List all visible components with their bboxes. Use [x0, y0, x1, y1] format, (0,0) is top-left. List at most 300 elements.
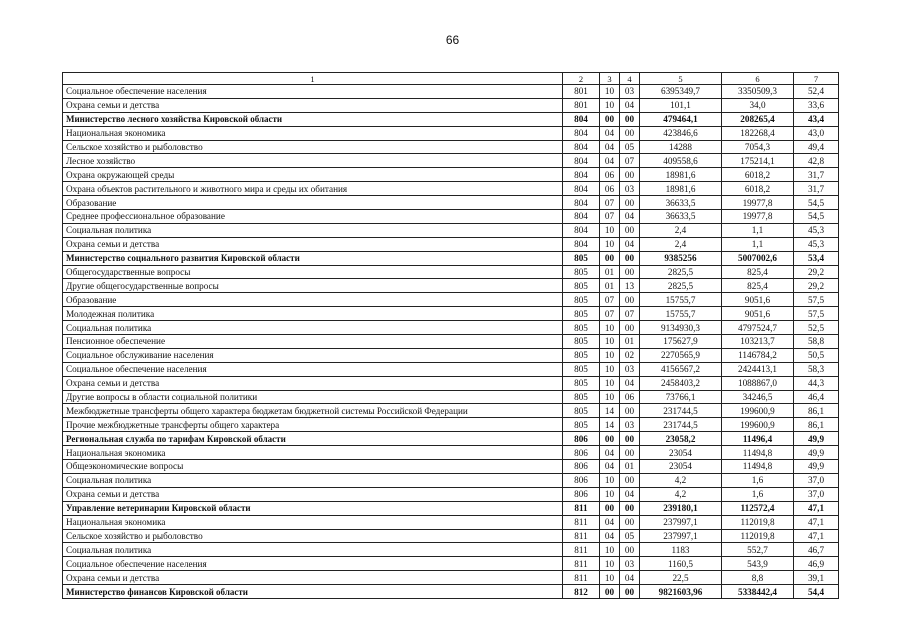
percent-cell: 58,8 — [794, 335, 839, 349]
table-row — [63, 418, 839, 432]
table-row — [63, 321, 839, 335]
department-code-cell: 801 — [563, 98, 600, 112]
row-name-cell: Молодежная политика — [63, 307, 563, 321]
plan-amount-cell: 18981,6 — [640, 168, 722, 182]
actual-amount-cell: 11496,4 — [722, 432, 794, 446]
actual-amount-cell: 6018,2 — [722, 182, 794, 196]
department-code-cell: 805 — [563, 307, 600, 321]
department-code-cell: 804 — [563, 223, 600, 237]
section-code-cell: 10 — [600, 473, 620, 487]
section-code-cell: 07 — [600, 293, 620, 307]
row-name-cell: Охрана семьи и детства — [63, 487, 563, 501]
percent-cell: 54,5 — [794, 210, 839, 224]
subsection-code-cell: 04 — [620, 571, 640, 585]
subsection-code-cell: 03 — [620, 557, 640, 571]
table-row — [63, 85, 839, 99]
table-row — [63, 529, 839, 543]
department-code-cell: 806 — [563, 473, 600, 487]
table-row — [63, 390, 839, 404]
department-code-cell: 804 — [563, 154, 600, 168]
section-code-cell: 04 — [600, 529, 620, 543]
budget-table — [62, 72, 839, 599]
percent-cell: 43,0 — [794, 126, 839, 140]
section-code-cell: 10 — [600, 237, 620, 251]
table-row — [63, 126, 839, 140]
actual-amount-cell: 112019,8 — [722, 515, 794, 529]
section-code-cell: 07 — [600, 307, 620, 321]
subsection-code-cell: 13 — [620, 279, 640, 293]
row-name-cell: Другие общегосударственные вопросы — [63, 279, 563, 293]
department-code-cell: 806 — [563, 446, 600, 460]
actual-amount-cell: 1088867,0 — [722, 376, 794, 390]
subsection-code-cell: 00 — [620, 196, 640, 210]
actual-amount-cell: 543,9 — [722, 557, 794, 571]
plan-amount-cell: 423846,6 — [640, 126, 722, 140]
percent-cell: 49,4 — [794, 140, 839, 154]
department-code-cell: 804 — [563, 112, 600, 126]
table-row — [63, 515, 839, 529]
subsection-code-cell: 00 — [620, 432, 640, 446]
plan-amount-cell: 9385256 — [640, 251, 722, 265]
plan-amount-cell: 101,1 — [640, 98, 722, 112]
department-code-cell: 811 — [563, 515, 600, 529]
department-code-cell: 801 — [563, 85, 600, 99]
plan-amount-cell: 409558,6 — [640, 154, 722, 168]
row-name-cell: Среднее профессиональное образование — [63, 210, 563, 224]
subsection-code-cell: 00 — [620, 321, 640, 335]
row-name-cell: Национальная экономика — [63, 126, 563, 140]
table-row — [63, 307, 839, 321]
percent-cell: 86,1 — [794, 418, 839, 432]
subsection-code-cell: 04 — [620, 98, 640, 112]
subsection-code-cell: 00 — [620, 251, 640, 265]
section-code-cell: 06 — [600, 182, 620, 196]
subsection-code-cell: 05 — [620, 529, 640, 543]
table-row — [63, 446, 839, 460]
plan-amount-cell: 22,5 — [640, 571, 722, 585]
section-code-cell: 00 — [600, 585, 620, 599]
department-code-cell: 811 — [563, 501, 600, 515]
table-row — [63, 182, 839, 196]
percent-cell: 46,4 — [794, 390, 839, 404]
actual-amount-cell: 2424413,1 — [722, 362, 794, 376]
percent-cell: 86,1 — [794, 404, 839, 418]
row-name-cell: Охрана объектов растительного и животного мира и среды их обитания — [63, 182, 563, 196]
table-row — [63, 348, 839, 362]
percent-cell: 31,7 — [794, 182, 839, 196]
percent-cell: 54,4 — [794, 585, 839, 599]
table-row — [63, 501, 839, 515]
actual-amount-cell: 182268,4 — [722, 126, 794, 140]
percent-cell: 46,9 — [794, 557, 839, 571]
plan-amount-cell: 15755,7 — [640, 307, 722, 321]
table-row — [63, 223, 839, 237]
table-row — [63, 140, 839, 154]
percent-cell: 57,5 — [794, 307, 839, 321]
row-name-cell: Охрана семьи и детства — [63, 571, 563, 585]
percent-cell: 43,4 — [794, 112, 839, 126]
actual-amount-cell: 1,6 — [722, 473, 794, 487]
department-code-cell: 805 — [563, 293, 600, 307]
section-code-cell: 14 — [600, 418, 620, 432]
actual-amount-cell: 4797524,7 — [722, 321, 794, 335]
percent-cell: 45,3 — [794, 237, 839, 251]
subsection-code-cell: 04 — [620, 376, 640, 390]
plan-amount-cell: 2,4 — [640, 223, 722, 237]
table-row — [63, 460, 839, 474]
department-code-cell: 805 — [563, 251, 600, 265]
table-row — [63, 112, 839, 126]
table-row — [63, 473, 839, 487]
section-code-cell: 10 — [600, 321, 620, 335]
subsection-code-cell: 00 — [620, 543, 640, 557]
table-row — [63, 335, 839, 349]
section-code-cell: 10 — [600, 487, 620, 501]
section-code-cell: 04 — [600, 515, 620, 529]
percent-cell: 47,1 — [794, 515, 839, 529]
department-code-cell: 806 — [563, 487, 600, 501]
percent-cell: 49,9 — [794, 432, 839, 446]
plan-amount-cell: 15755,7 — [640, 293, 722, 307]
header-cell: 3 — [600, 73, 620, 85]
header-cell: 7 — [794, 73, 839, 85]
plan-amount-cell: 237997,1 — [640, 515, 722, 529]
subsection-code-cell: 00 — [620, 168, 640, 182]
department-code-cell: 805 — [563, 321, 600, 335]
table-row — [63, 196, 839, 210]
subsection-code-cell: 00 — [620, 265, 640, 279]
subsection-code-cell: 03 — [620, 418, 640, 432]
section-code-cell: 07 — [600, 210, 620, 224]
section-code-cell: 10 — [600, 223, 620, 237]
plan-amount-cell: 9134930,3 — [640, 321, 722, 335]
department-code-cell: 805 — [563, 390, 600, 404]
row-name-cell: Сельское хозяйство и рыболовство — [63, 140, 563, 154]
header-cell: 1 — [63, 73, 563, 85]
row-name-cell: Национальная экономика — [63, 515, 563, 529]
subsection-code-cell: 04 — [620, 237, 640, 251]
actual-amount-cell: 199600,9 — [722, 418, 794, 432]
department-code-cell: 805 — [563, 404, 600, 418]
plan-amount-cell: 237997,1 — [640, 529, 722, 543]
subsection-code-cell: 00 — [620, 585, 640, 599]
actual-amount-cell: 7054,3 — [722, 140, 794, 154]
percent-cell: 50,5 — [794, 348, 839, 362]
actual-amount-cell: 199600,9 — [722, 404, 794, 418]
budget-table-body — [63, 73, 839, 599]
plan-amount-cell: 18981,6 — [640, 182, 722, 196]
department-code-cell: 811 — [563, 557, 600, 571]
actual-amount-cell: 1146784,2 — [722, 348, 794, 362]
department-code-cell: 805 — [563, 279, 600, 293]
table-row — [63, 210, 839, 224]
subsection-code-cell: 00 — [620, 446, 640, 460]
actual-amount-cell: 175214,1 — [722, 154, 794, 168]
row-name-cell: Образование — [63, 293, 563, 307]
row-name-cell: Министерство финансов Кировской области — [63, 585, 563, 599]
percent-cell: 42,8 — [794, 154, 839, 168]
subsection-code-cell: 00 — [620, 404, 640, 418]
plan-amount-cell: 23054 — [640, 460, 722, 474]
actual-amount-cell: 112572,4 — [722, 501, 794, 515]
subsection-code-cell: 00 — [620, 223, 640, 237]
subsection-code-cell: 04 — [620, 210, 640, 224]
subsection-code-cell: 00 — [620, 473, 640, 487]
subsection-code-cell: 00 — [620, 112, 640, 126]
row-name-cell: Социальное обеспечение населения — [63, 85, 563, 99]
plan-amount-cell: 36633,5 — [640, 210, 722, 224]
subsection-code-cell: 07 — [620, 154, 640, 168]
row-name-cell: Социальное обеспечение населения — [63, 557, 563, 571]
table-row — [63, 168, 839, 182]
row-name-cell: Охрана семьи и детства — [63, 376, 563, 390]
plan-amount-cell: 2,4 — [640, 237, 722, 251]
section-code-cell: 01 — [600, 279, 620, 293]
row-name-cell: Охрана семьи и детства — [63, 237, 563, 251]
department-code-cell: 805 — [563, 335, 600, 349]
section-code-cell: 10 — [600, 543, 620, 557]
actual-amount-cell: 552,7 — [722, 543, 794, 557]
percent-cell: 31,7 — [794, 168, 839, 182]
table-row — [63, 98, 839, 112]
actual-amount-cell: 11494,8 — [722, 446, 794, 460]
section-code-cell: 10 — [600, 98, 620, 112]
subsection-code-cell: 00 — [620, 515, 640, 529]
actual-amount-cell: 1,6 — [722, 487, 794, 501]
actual-amount-cell: 34,0 — [722, 98, 794, 112]
table-row — [63, 362, 839, 376]
section-code-cell: 04 — [600, 446, 620, 460]
subsection-code-cell: 02 — [620, 348, 640, 362]
section-code-cell: 10 — [600, 85, 620, 99]
percent-cell: 46,7 — [794, 543, 839, 557]
actual-amount-cell: 5007002,6 — [722, 251, 794, 265]
plan-amount-cell: 2458403,2 — [640, 376, 722, 390]
section-code-cell: 04 — [600, 154, 620, 168]
department-code-cell: 805 — [563, 362, 600, 376]
percent-cell: 44,3 — [794, 376, 839, 390]
plan-amount-cell: 2270565,9 — [640, 348, 722, 362]
table-row — [63, 154, 839, 168]
department-code-cell: 804 — [563, 210, 600, 224]
section-code-cell: 10 — [600, 362, 620, 376]
table-row — [63, 279, 839, 293]
actual-amount-cell: 8,8 — [722, 571, 794, 585]
actual-amount-cell: 9051,6 — [722, 307, 794, 321]
section-code-cell: 00 — [600, 432, 620, 446]
plan-amount-cell: 6395349,7 — [640, 85, 722, 99]
actual-amount-cell: 19977,8 — [722, 210, 794, 224]
row-name-cell: Лесное хозяйство — [63, 154, 563, 168]
department-code-cell: 805 — [563, 376, 600, 390]
percent-cell: 58,3 — [794, 362, 839, 376]
page-number: 66 — [445, 33, 460, 47]
row-name-cell: Прочие межбюджетные трансферты общего характера — [63, 418, 563, 432]
plan-amount-cell: 231744,5 — [640, 404, 722, 418]
row-name-cell: Другие вопросы в области социальной политики — [63, 390, 563, 404]
department-code-cell: 804 — [563, 196, 600, 210]
subsection-code-cell: 04 — [620, 487, 640, 501]
subsection-code-cell: 03 — [620, 85, 640, 99]
section-code-cell: 04 — [600, 460, 620, 474]
section-code-cell: 14 — [600, 404, 620, 418]
department-code-cell: 812 — [563, 585, 600, 599]
percent-cell: 52,4 — [794, 85, 839, 99]
department-code-cell: 804 — [563, 126, 600, 140]
actual-amount-cell: 5338442,4 — [722, 585, 794, 599]
section-code-cell: 10 — [600, 571, 620, 585]
plan-amount-cell: 1183 — [640, 543, 722, 557]
plan-amount-cell: 9821603,96 — [640, 585, 722, 599]
header-cell: 6 — [722, 73, 794, 85]
section-code-cell: 04 — [600, 140, 620, 154]
row-name-cell: Национальная экономика — [63, 446, 563, 460]
section-code-cell: 04 — [600, 126, 620, 140]
table-row — [63, 404, 839, 418]
actual-amount-cell: 11494,8 — [722, 460, 794, 474]
actual-amount-cell: 6018,2 — [722, 168, 794, 182]
row-name-cell: Общеэкономические вопросы — [63, 460, 563, 474]
table-row — [63, 571, 839, 585]
actual-amount-cell: 9051,6 — [722, 293, 794, 307]
subsection-code-cell: 00 — [620, 293, 640, 307]
department-code-cell: 805 — [563, 348, 600, 362]
row-name-cell: Социальная политика — [63, 223, 563, 237]
actual-amount-cell: 208265,4 — [722, 112, 794, 126]
actual-amount-cell: 112019,8 — [722, 529, 794, 543]
header-cell: 5 — [640, 73, 722, 85]
percent-cell: 54,5 — [794, 196, 839, 210]
percent-cell: 29,2 — [794, 279, 839, 293]
table-row — [63, 543, 839, 557]
row-name-cell: Охрана окружающей среды — [63, 168, 563, 182]
row-name-cell: Министерство социального развития Кировской области — [63, 251, 563, 265]
percent-cell: 49,9 — [794, 460, 839, 474]
row-name-cell: Социальная политика — [63, 321, 563, 335]
department-code-cell: 804 — [563, 182, 600, 196]
percent-cell: 37,0 — [794, 487, 839, 501]
subsection-code-cell: 07 — [620, 307, 640, 321]
plan-amount-cell: 231744,5 — [640, 418, 722, 432]
subsection-code-cell: 05 — [620, 140, 640, 154]
percent-cell: 33,6 — [794, 98, 839, 112]
percent-cell: 45,3 — [794, 223, 839, 237]
department-code-cell: 804 — [563, 140, 600, 154]
row-name-cell: Охрана семьи и детства — [63, 98, 563, 112]
subsection-code-cell: 06 — [620, 390, 640, 404]
plan-amount-cell: 2825,5 — [640, 279, 722, 293]
header-cell: 4 — [620, 73, 640, 85]
table-header-row — [63, 73, 839, 85]
row-name-cell: Социальная политика — [63, 473, 563, 487]
subsection-code-cell: 01 — [620, 460, 640, 474]
percent-cell: 57,5 — [794, 293, 839, 307]
section-code-cell: 06 — [600, 168, 620, 182]
department-code-cell: 811 — [563, 571, 600, 585]
percent-cell: 39,1 — [794, 571, 839, 585]
plan-amount-cell: 36633,5 — [640, 196, 722, 210]
plan-amount-cell: 23058,2 — [640, 432, 722, 446]
row-name-cell: Социальная политика — [63, 543, 563, 557]
table-row — [63, 237, 839, 251]
plan-amount-cell: 1160,5 — [640, 557, 722, 571]
section-code-cell: 10 — [600, 348, 620, 362]
actual-amount-cell: 19977,8 — [722, 196, 794, 210]
table-row — [63, 265, 839, 279]
section-code-cell: 01 — [600, 265, 620, 279]
department-code-cell: 805 — [563, 265, 600, 279]
plan-amount-cell: 175627,9 — [640, 335, 722, 349]
plan-amount-cell: 23054 — [640, 446, 722, 460]
row-name-cell: Сельское хозяйство и рыболовство — [63, 529, 563, 543]
plan-amount-cell: 479464,1 — [640, 112, 722, 126]
percent-cell: 29,2 — [794, 265, 839, 279]
table-row — [63, 251, 839, 265]
section-code-cell: 07 — [600, 196, 620, 210]
table-row — [63, 293, 839, 307]
actual-amount-cell: 825,4 — [722, 265, 794, 279]
table-row — [63, 557, 839, 571]
department-code-cell: 804 — [563, 237, 600, 251]
actual-amount-cell: 3350509,3 — [722, 85, 794, 99]
actual-amount-cell: 34246,5 — [722, 390, 794, 404]
actual-amount-cell: 825,4 — [722, 279, 794, 293]
section-code-cell: 10 — [600, 390, 620, 404]
table-row — [63, 487, 839, 501]
percent-cell: 53,4 — [794, 251, 839, 265]
subsection-code-cell: 00 — [620, 126, 640, 140]
actual-amount-cell: 1,1 — [722, 237, 794, 251]
section-code-cell: 10 — [600, 335, 620, 349]
row-name-cell: Управление ветеринарии Кировской области — [63, 501, 563, 515]
percent-cell: 47,1 — [794, 501, 839, 515]
plan-amount-cell: 4,2 — [640, 473, 722, 487]
percent-cell: 37,0 — [794, 473, 839, 487]
department-code-cell: 811 — [563, 529, 600, 543]
section-code-cell: 00 — [600, 501, 620, 515]
section-code-cell: 10 — [600, 376, 620, 390]
percent-cell: 52,5 — [794, 321, 839, 335]
actual-amount-cell: 1,1 — [722, 223, 794, 237]
subsection-code-cell: 03 — [620, 182, 640, 196]
row-name-cell: Социальное обеспечение населения — [63, 362, 563, 376]
plan-amount-cell: 73766,1 — [640, 390, 722, 404]
row-name-cell: Пенсионное обеспечение — [63, 335, 563, 349]
section-code-cell: 00 — [600, 112, 620, 126]
subsection-code-cell: 00 — [620, 501, 640, 515]
plan-amount-cell: 4156567,2 — [640, 362, 722, 376]
row-name-cell: Межбюджетные трансферты общего характера бюджетам бюджетной системы Российской Федерации — [63, 404, 563, 418]
department-code-cell: 811 — [563, 543, 600, 557]
department-code-cell: 806 — [563, 460, 600, 474]
row-name-cell: Общегосударственные вопросы — [63, 265, 563, 279]
actual-amount-cell: 103213,7 — [722, 335, 794, 349]
subsection-code-cell: 03 — [620, 362, 640, 376]
plan-amount-cell: 4,2 — [640, 487, 722, 501]
row-name-cell: Образование — [63, 196, 563, 210]
department-code-cell: 806 — [563, 432, 600, 446]
subsection-code-cell: 01 — [620, 335, 640, 349]
row-name-cell: Региональная служба по тарифам Кировской области — [63, 432, 563, 446]
row-name-cell: Министерство лесного хозяйства Кировской области — [63, 112, 563, 126]
department-code-cell: 805 — [563, 418, 600, 432]
table-row — [63, 432, 839, 446]
table-row — [63, 585, 839, 599]
section-code-cell: 00 — [600, 251, 620, 265]
plan-amount-cell: 14288 — [640, 140, 722, 154]
percent-cell: 47,1 — [794, 529, 839, 543]
table-row — [63, 376, 839, 390]
